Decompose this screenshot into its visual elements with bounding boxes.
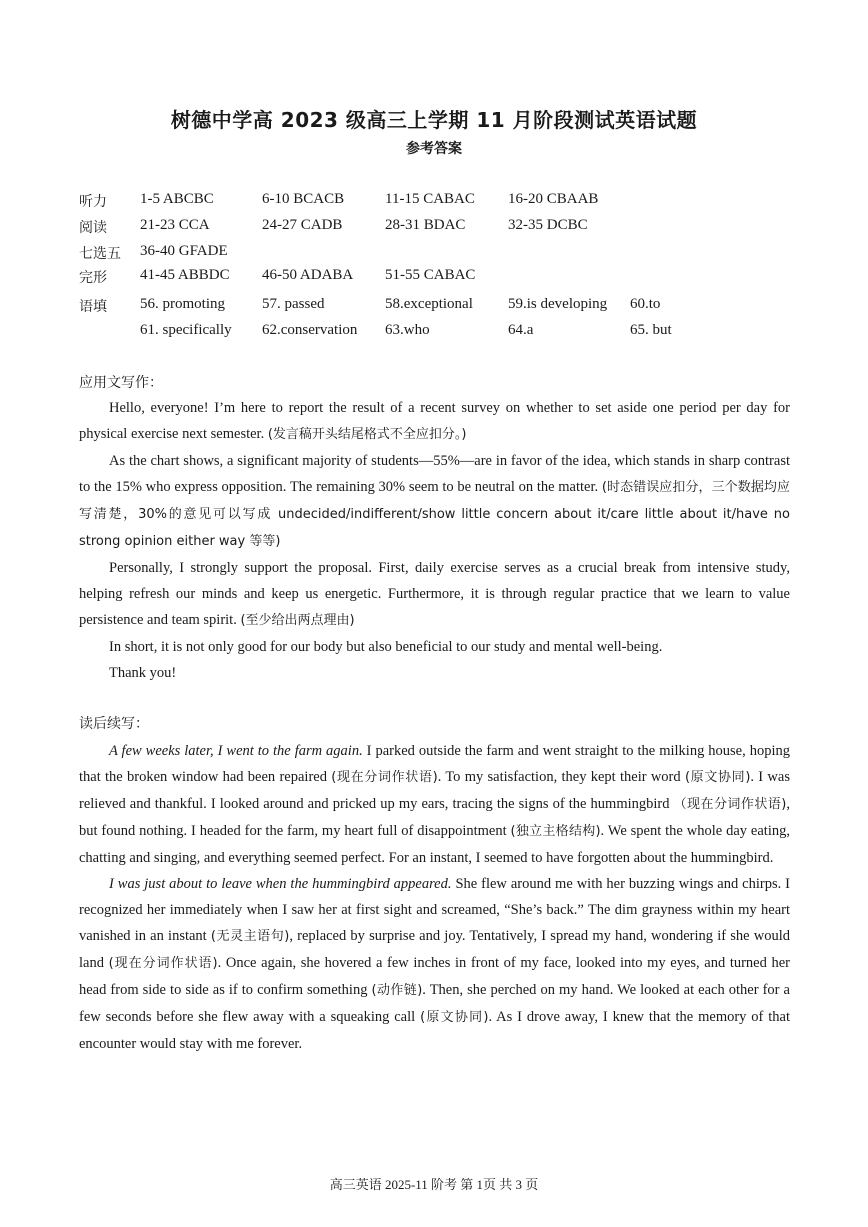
page-subtitle: 参考答案 bbox=[406, 141, 462, 157]
grading-note: (无灵主语句) bbox=[210, 929, 290, 944]
paragraph bbox=[79, 395, 790, 448]
grading-note: (时态错误应扣分，三个数据均应写清楚，30%的意见可以写成 undecided/indifferent/show little concern about it/care little about it/have no strong opinion either way 等等) bbox=[79, 480, 790, 549]
answer-cell: 41-45 ABBDC bbox=[140, 267, 230, 283]
page-footer: 高三英语 2025-11 阶考 第 1页 共 3 页 bbox=[329, 1177, 539, 1192]
answer-cell: 32-35 DCBC bbox=[508, 217, 588, 233]
answer-cell: 64.a bbox=[508, 322, 534, 338]
answer-cell: 46-50 ADABA bbox=[262, 267, 354, 283]
answer-cell: 61. specifically bbox=[140, 322, 232, 338]
answer-row-label-seven-choose-five: 七选五 bbox=[79, 246, 121, 262]
section-heading-application-writing: 应用文写作： bbox=[79, 375, 163, 391]
paragraph-text: She flew around me with her buzzing wings and chirps. I recognized her immediately when I saw her at first sight and screamed, “She’s back.” The dim grayness within my heart vanished in an instant bbox=[79, 876, 791, 944]
paragraph-text: Personally, I strongly support the proposal. First, daily exercise serves as a crucial break from intensive study, helping refresh our minds and keep us energetic. Furthermore, it is through regular practice that we learn to value persistence and team spirit. bbox=[79, 560, 790, 628]
paragraph-text: , but found nothing. I headed for the farm, my heart full of disappointment bbox=[79, 796, 790, 839]
answer-cell: 65. but bbox=[630, 322, 672, 338]
paragraph bbox=[79, 660, 790, 686]
grading-note: (原文协同) bbox=[420, 1010, 489, 1025]
paragraph-text: . We spent the whole day eating, chatting and singing, and everything seemed perfect. For an instant, I seemed to have forgotten about the hummingbird. bbox=[79, 823, 790, 866]
answer-cell: 1-5 ABCBC bbox=[140, 191, 214, 207]
continuation-writing-text bbox=[79, 738, 790, 1057]
answer-cell: 60.to bbox=[630, 296, 661, 312]
answer-cell: 58.exceptional bbox=[385, 296, 473, 312]
answer-cell: 56. promoting bbox=[140, 296, 225, 312]
answer-row-label-reading: 阅读 bbox=[79, 220, 107, 236]
paragraph-text: Thank you! bbox=[109, 665, 177, 681]
page-title: 树德中学高 2023 级高三上学期 11 月阶段测试英语试题 bbox=[170, 108, 698, 132]
paragraph-text: Hello, everyone! I’m here to report the result of a recent survey on whether to set aside one period per day for physical exercise next semester. bbox=[79, 400, 790, 442]
answer-cell: 63.who bbox=[385, 322, 430, 338]
paragraph bbox=[79, 738, 790, 871]
paragraph-text: . As I drove away, I knew that the memory of that encounter would stay with me forever. bbox=[79, 1009, 790, 1052]
answer-cell: 57. passed bbox=[262, 296, 325, 312]
answer-cell: 62.conservation bbox=[262, 322, 358, 338]
grading-note: (原文协同) bbox=[684, 770, 751, 785]
grading-note: (动作链) bbox=[371, 983, 423, 998]
grading-note: (至少给出两点理由) bbox=[240, 613, 355, 628]
paragraph-lead: A few weeks later, I went to the farm again. bbox=[109, 743, 363, 759]
answer-cell: 16-20 CBAAB bbox=[508, 191, 599, 207]
paragraph bbox=[79, 555, 790, 634]
answer-cell: 6-10 BCACB bbox=[262, 191, 345, 207]
paragraph-text: I parked outside the farm and went straight to the milking house, hoping that the broken window had been repaired bbox=[79, 743, 790, 785]
grading-note: (现在分词作状语) bbox=[108, 956, 218, 971]
paragraph-text: As the chart shows, a significant majority of students—55%—are in favor of the idea, which stands in sharp contrast to the 15% who express opposition. The remaining 30% seem to be neutral on the matter. bbox=[79, 453, 790, 495]
section-heading-continuation-writing: 读后续写： bbox=[79, 716, 149, 732]
application-writing-text bbox=[79, 395, 790, 686]
answer-cell: 59.is developing bbox=[508, 296, 608, 312]
paragraph bbox=[79, 871, 790, 1057]
paragraph-lead: I was just about to leave when the hummingbird appeared. bbox=[109, 876, 452, 892]
answer-row-label-grammar-fill: 语填 bbox=[79, 299, 107, 315]
answer-row-label-listening: 听力 bbox=[79, 194, 107, 210]
grading-note: (独立主格结构) bbox=[510, 824, 601, 839]
paragraph bbox=[79, 634, 790, 660]
grading-note: (现在分词作状语) bbox=[331, 770, 438, 785]
grading-note: (发言稿开头结尾格式不全应扣分。) bbox=[267, 427, 467, 442]
paragraph-text: In short, it is not only good for our body but also beneficial to our study and mental well-being. bbox=[109, 639, 663, 655]
answer-cell: 24-27 CADB bbox=[262, 217, 343, 233]
answer-cell: 51-55 CABAC bbox=[385, 267, 476, 283]
grading-note: （现在分词作状语) bbox=[673, 797, 787, 812]
paragraph-text: . I was relieved and thankful. I looked around and pricked up my ears, tracing the signs of the hummingbird bbox=[79, 769, 790, 812]
paragraph-text: . Once again, she hovered a few inches in front of my face, looked into my eyes, and turned her head from side to side as if to confirm something bbox=[79, 955, 790, 998]
answer-cell: 11-15 CABAC bbox=[385, 191, 475, 207]
paragraph-text: . Then, she perched on my hand. We looked at each other for a few seconds before she flew away with a squeaking call bbox=[79, 982, 790, 1025]
paragraph-text: . To my satisfaction, they kept their word bbox=[437, 769, 685, 785]
paragraph-text: , replaced by surprise and joy. Tentatively, I spread my hand, wondering if she would land bbox=[79, 928, 790, 971]
paragraph bbox=[79, 448, 790, 555]
answer-cell: 21-23 CCA bbox=[140, 217, 210, 233]
answer-row-label-cloze: 完形 bbox=[79, 270, 107, 286]
answer-cell: 36-40 GFADE bbox=[140, 243, 228, 259]
answer-cell: 28-31 BDAC bbox=[385, 217, 466, 233]
